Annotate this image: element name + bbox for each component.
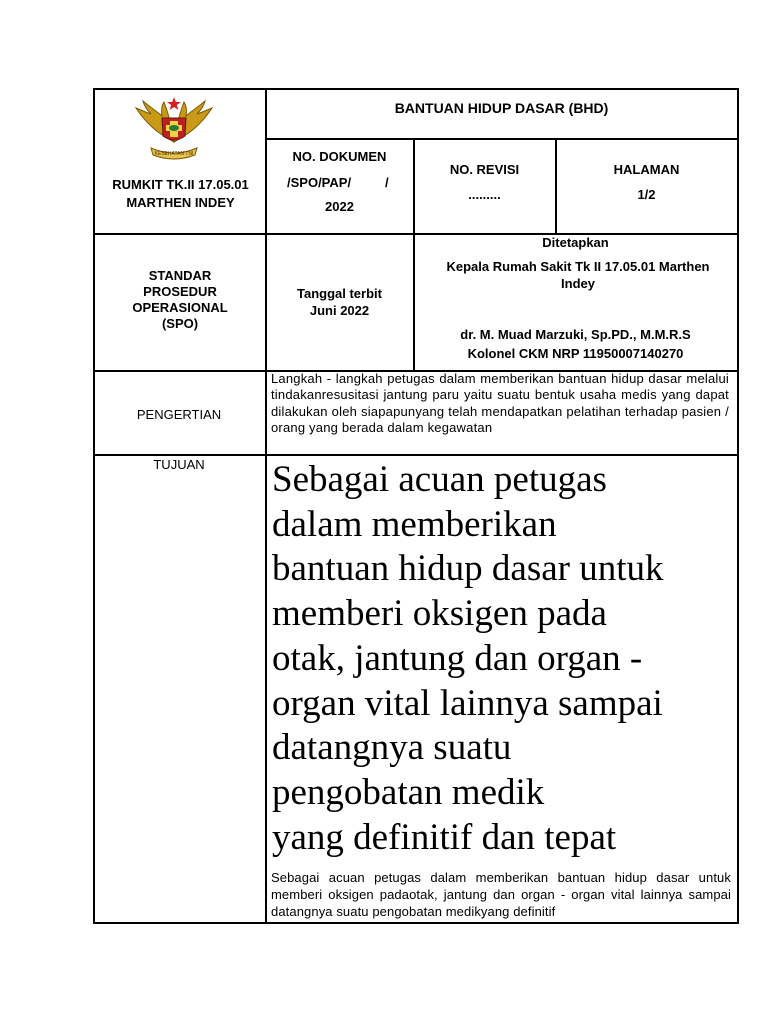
revision-label: NO. REVISI (449, 162, 520, 177)
tujuan-line: yang definitif dan tepat (272, 816, 617, 858)
hospital-name: RUMKIT TK.II 17.05.01 MARTHEN INDEY (112, 177, 249, 210)
tujuan-line: bantuan hidup dasar untuk (272, 548, 664, 590)
document-number-slash: / (385, 175, 389, 190)
pengertian-label: PENGERTIAN (136, 407, 222, 422)
spo-label: STANDAR PROSEDUR OPERASIONAL (SPO) (132, 268, 228, 331)
document-number-code: /SPO/PAP/ (287, 175, 352, 190)
tujuan-line: memberi oksigen pada (272, 593, 607, 635)
document-number-year: 2022 (325, 199, 354, 214)
document-title: BANTUAN HIDUP DASAR (BHD) (394, 100, 609, 116)
document-number-label: NO. DOKUMEN (292, 149, 387, 164)
approval-label: Ditetapkan (542, 235, 609, 250)
signer-name: dr. M. Muad Marzuki, Sp.PD., M.M.R.S (460, 327, 691, 342)
page-label: HALAMAN (613, 162, 680, 177)
tujuan-line: dalam memberikan (272, 503, 557, 545)
rule-bottom (93, 922, 739, 924)
tujuan-line: organ vital lainnya sampai (272, 682, 663, 724)
rule-top (93, 88, 739, 90)
tujuan-small-text: Sebagai acuan petugas dalam memberikan bantuan hidup dasar untuk memberi oksigen padaotak, jantung dan organ - organ vital lainnya sampai datangnya suatu pengobatan medikyang definitif (271, 870, 731, 919)
page-value: 1/2 (637, 187, 656, 202)
revision-value: ......... (468, 187, 501, 202)
tujuan-line: datangnya suatu (272, 727, 512, 769)
rule-left (93, 88, 95, 924)
rule-title-bottom (265, 138, 739, 140)
issue-date-value: Juni 2022 (309, 303, 370, 318)
tujuan-line: Sebagai acuan petugas (272, 459, 607, 500)
tujuan-line: pengobatan medik (272, 771, 545, 813)
tujuan-large-text (272, 458, 737, 860)
spo-document (93, 88, 739, 924)
pengertian-text: Langkah - langkah petugas dalam memberikan bantuan hidup dasar melalui tindakanresusitasi jantung paru yaitu suatu bentuk usaha medis yang dapat dilakukan oleh siapapunyang telah mendapatkan pelatihan terhadap pasien / orang yang berada dalam kegawatan (271, 371, 729, 436)
tujuan-line: otak, jantung dan organ - (272, 637, 643, 679)
rule-right (737, 88, 739, 924)
director-title: Kepala Rumah Sakit Tk II 17.05.01 Marthen Indey (446, 259, 710, 291)
tujuan-label: TUJUAN (153, 457, 205, 472)
hospital-logo (129, 92, 219, 164)
signer-rank: Kolonel CKM NRP 11950007140270 (467, 346, 684, 361)
issue-date-label: Tanggal terbit (297, 286, 382, 301)
logo-motto: KESEHATAN TNI (154, 151, 194, 157)
